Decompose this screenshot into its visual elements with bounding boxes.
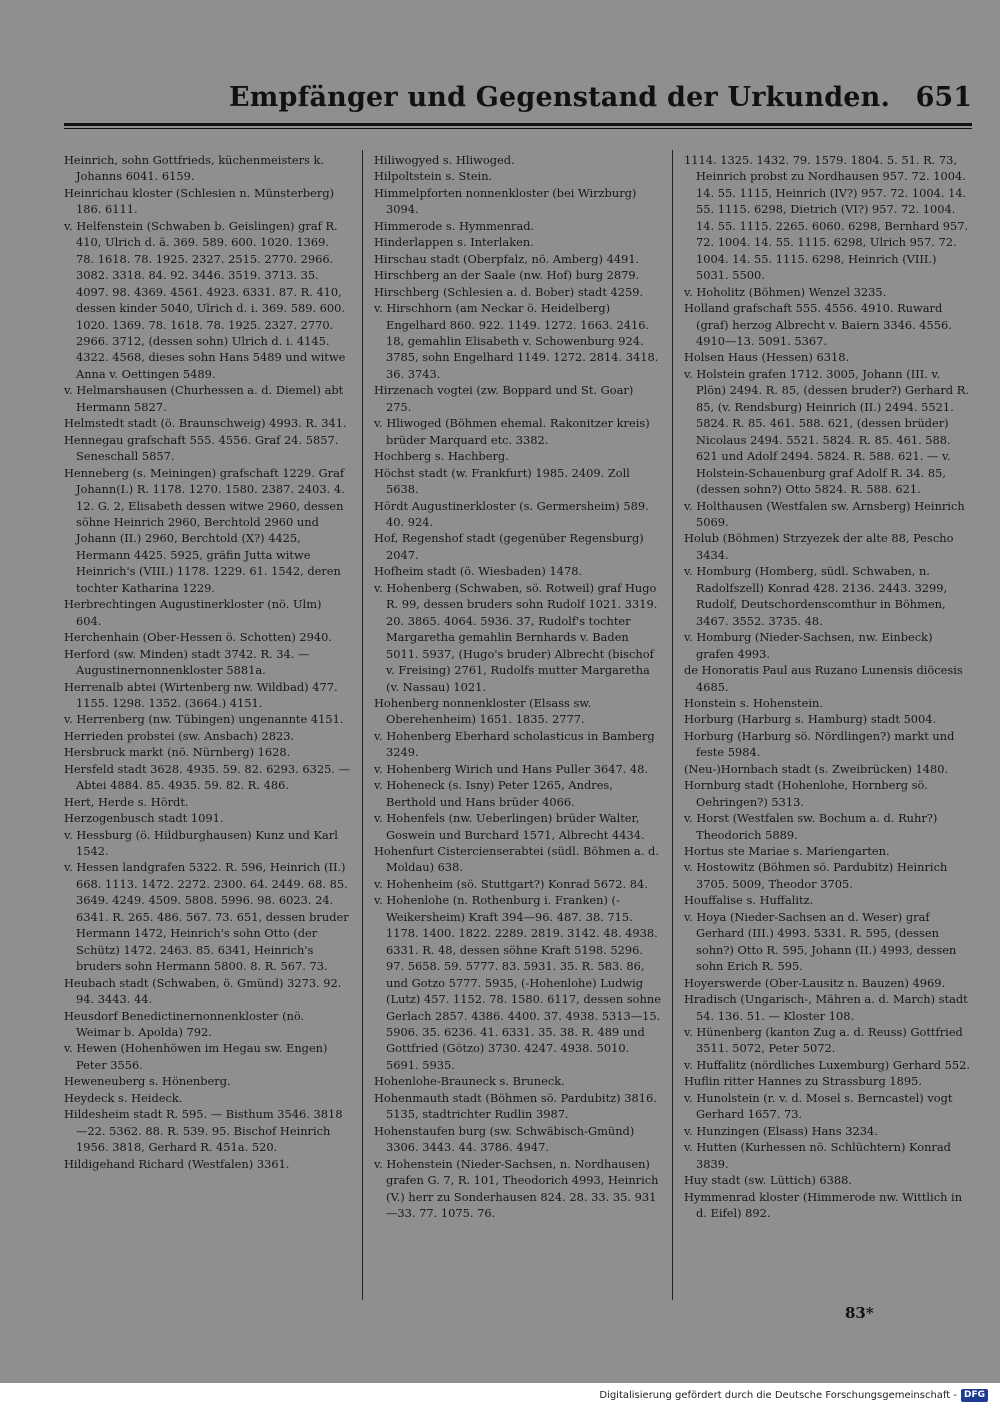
index-entry: Honstein s. Hohenstein. xyxy=(684,695,823,710)
index-entry: v. Hunolstein (r. v. d. Mosel s. Berncastel) vogt Gerhard 1657. 73. xyxy=(684,1090,953,1122)
index-entry: Heinrich, sohn Gottfrieds, küchenmeisters k. Johanns 6041. 6159. xyxy=(64,153,325,184)
index-entry: Hof, Regenshof stadt (gegenüber Regensburg) 2047. xyxy=(374,531,644,562)
signature-mark: 83* xyxy=(845,1304,874,1322)
index-entry: v. Hoya (Nieder-Sachsen an d. Weser) graf Gerhard (III.) 4993. 5331. R. 595, (dessen sohn?) Otto R. 595, Johann (II.) 4993, dessen sohn Erich R. 595. xyxy=(684,909,957,974)
footer-credit xyxy=(599,1389,988,1402)
header-rule-thin xyxy=(64,128,972,129)
index-entry: v. Hoheneck (s. Isny) Peter 1265, Andres, Berthold und Hans brüder 4066. xyxy=(374,778,613,809)
dfg-logo: DFG xyxy=(961,1389,988,1402)
index-entry: Hofheim stadt (ö. Wiesbaden) 1478. xyxy=(374,564,583,579)
index-entry: v. Hoholitz (Böhmen) Wenzel 3235. xyxy=(684,284,887,299)
index-entry: Hirschau stadt (Oberpfalz, nö. Amberg) 4491. xyxy=(374,251,640,266)
index-entry: Himmelpforten nonnenkloster (bei Wirzburg) 3094. xyxy=(374,185,637,217)
index-entry: v. Helfenstein (Schwaben b. Geislingen) graf R. 410, Ulrich d. ä. 369. 589. 600. 1020. 1369. 78. 1618. 78. 1925. 2327. 2515. 2770. 2966. 3082. 3318. 84. 92. 3446. 3519. 3713. 35. 4097. 98. 4369. 4561. 4923. 6331. 87. R. 410, dessen kinder 5040, Ulrich d. i. 369. 589. 600. 1020. 1369. 78. 1618. 78. 1925. 2327. 2770. 2966. 3712, (dessen sohn) Ulrich d. i. 4145. 4322. 4568, dieses sohn Hans 5489 und witwe Anna v. Oettingen 5489. xyxy=(64,218,346,381)
index-entry: v. Helmarshausen (Churhessen a. d. Diemel) abt Hermann 5827. xyxy=(64,383,344,414)
index-entry: Hohenlohe-Brauneck s. Bruneck. xyxy=(374,1074,565,1089)
column-divider xyxy=(362,150,363,1300)
footer-text: Digitalisierung gefördert durch die Deutsche Forschungsgemeinschaft - xyxy=(599,1390,957,1401)
index-entry: v. Huffalitz (nördliches Luxemburg) Gerhard 552. xyxy=(684,1057,970,1072)
index-entry: v. Hirschhorn (am Neckar ö. Heidelberg) Engelhard 860. 922. 1149. 1272. 1663. 2416. 18, gemahlin Elisabeth v. Schowenburg 924. 3785, sohn Engelhard 1149. 1272. 2814. 3418. 36. 3743. xyxy=(374,301,659,381)
index-entry: Herzogenbusch stadt 1091. xyxy=(64,811,224,826)
index-entry: v. Homburg (Homberg, südl. Schwaben, n. Radolfszell) Konrad 428. 2136. 2443. 3299, Rudolf, Deutschordenscomthur in Böhmen, 3467. 3552. 3735. 48. xyxy=(684,564,948,628)
index-entry: Hymmenrad kloster (Himmerode nw. Wittlich in d. Eifel) 892. xyxy=(684,1189,963,1220)
index-entry: Hersbruck markt (nö. Nürnberg) 1628. xyxy=(64,745,291,760)
index-entry: Holsen Haus (Hessen) 6318. xyxy=(684,350,850,365)
index-entry: Henneberg (s. Meiningen) grafschaft 1229. Graf Johann(I.) R. 1178. 1270. 1580. 2387. 2403. 4. 12. G. 2, Elisabeth dessen witwe 2960, dessen söhne Heinrich 2960, Berchtold 2960 und Johann (II.) 2960, Berchtold (X?) 4425, Hermann 4425. 5925, gräfin Jutta witwe Heinrich's (VIII.) 1178. 1229. 61. 1542, deren tochter Katharina 1229. xyxy=(64,465,345,595)
index-entry: Hochberg s. Hachberg. xyxy=(374,449,509,464)
index-entry: Holub (Böhmen) Strzyezek der alte 88, Pescho 3434. xyxy=(684,531,954,562)
index-entry: v. Hohenheim (sö. Stuttgart?) Konrad 5672. 84. xyxy=(374,876,648,891)
index-entry: Hoyerswerde (Ober-Lausitz n. Bauzen) 4969. xyxy=(684,975,946,990)
index-entry: v. Holthausen (Westfalen sw. Arnsberg) Heinrich 5069. xyxy=(684,498,965,529)
index-entry: Höchst stadt (w. Frankfurt) 1985. 2409. Zoll 5638. xyxy=(374,465,630,497)
index-column-3 xyxy=(684,152,972,1221)
index-entry: Herchenhain (Ober-Hessen ö. Schotten) 2940. xyxy=(64,630,332,645)
index-entry: Hohenmauth stadt (Böhmen sö. Pardubitz) 3816. 5135, stadtrichter Rudlin 3987. xyxy=(374,1090,657,1122)
page-title: Empfänger und Gegenstand der Urkunden. xyxy=(229,82,891,113)
index-entry: (Neu-)Hornbach stadt (s. Zweibrücken) 1480. xyxy=(684,761,949,776)
index-column-1 xyxy=(64,152,350,1172)
index-entry: Herbrechtingen Augustinerkloster (nö. Ulm) 604. xyxy=(64,597,322,628)
column-divider xyxy=(672,150,673,1300)
index-entry: Herrieden probstei (sw. Ansbach) 2823. xyxy=(64,728,295,743)
index-entry: v. Hewen (Hohenhöwen im Hegau sw. Engen) Peter 3556. xyxy=(64,1041,328,1072)
index-entry: Hohenstaufen burg (sw. Schwäbisch-Gmünd) 3306. 3443. 44. 3786. 4947. xyxy=(374,1123,635,1155)
index-entry: Hohenberg nonnenkloster (Elsass sw. Oberehenheim) 1651. 1835. 2777. xyxy=(374,695,592,727)
index-entry: Herford (sw. Minden) stadt 3742. R. 34. — Augustinernonnenkloster 5881a. xyxy=(64,646,310,678)
index-entry: Heubach stadt (Schwaben, ö. Gmünd) 3273. 92. 94. 3443. 44. xyxy=(64,975,342,1007)
index-entry: Huflin ritter Hannes zu Strassburg 1895. xyxy=(684,1074,922,1089)
index-entry: Hildigehand Richard (Westfalen) 3361. xyxy=(64,1156,290,1171)
index-entry: v. Horst (Westfalen sw. Bochum a. d. Ruhr?) Theodorich 5889. xyxy=(684,811,938,842)
index-entry: de Honoratis Paul aus Ruzano Lunensis diöcesis 4685. xyxy=(684,663,963,694)
index-entry: Hersfeld stadt 3628. 4935. 59. 82. 6293. 6325. — Abtei 4884. 85. 4935. 59. 82. R. 486. xyxy=(64,761,350,793)
index-entry: Hildesheim stadt R. 595. — Bisthum 3546. 3818—22. 5362. 88. R. 539. 95. Bischof Heinrich 1956. 3818, Gerhard R. 451a. 520. xyxy=(64,1107,343,1155)
index-entry: v. Hohenlohe (n. Rothenburg i. Franken) (-Weikersheim) Kraft 394—96. 487. 38. 715. 1178. 1400. 1822. 2289. 2819. 3142. 48. 4938. 6331. R. 48, dessen söhne Kraft 5198. 5296. 97. 5658. 59. 5777. 83. 5931. 35. R. 583. 86, und Gotzo 5777. 5935, (-Hohenlohe) Ludwig (Lutz) 457. 1152. 78. 1580. 6117, dessen sohne Gerlach 2857. 4386. 4400. 37. 4938. 5313—15. 5906. 35. 6236. 41. 6331. 35. 38. R. 489 und Gottfried (Götzo) 3730. 4247. 4938. 5010. 5691. 5935. xyxy=(374,893,661,1072)
page-header xyxy=(64,80,972,120)
index-entry: v. Hunzingen (Elsass) Hans 3234. xyxy=(684,1123,878,1138)
index-entry: v. Hutten (Kurhessen nö. Schlüchtern) Konrad 3839. xyxy=(684,1140,951,1171)
index-entry: v. Hliwoged (Böhmen ehemal. Rakonitzer kreis) brüder Marquard etc. 3382. xyxy=(374,416,650,447)
index-entry: Huy stadt (sw. Lüttich) 6388. xyxy=(684,1173,853,1188)
index-entry: Hördt Augustinerkloster (s. Germersheim) 589. 40. 924. xyxy=(374,498,649,529)
index-entry: Helmstedt stadt (ö. Braunschweig) 4993. R. 341. xyxy=(64,416,347,431)
index-entry: Herrenalb abtei (Wirtenberg nw. Wildbad) 477. 1155. 1298. 1352. (3664.) 4151. xyxy=(64,679,338,710)
index-entry: Heusdorf Benedictinernonnenkloster (nö. Weimar b. Apolda) 792. xyxy=(64,1008,305,1040)
index-entry: Hohenfurt Cistercienserabtei (südl. Böhmen a. d. Moldau) 638. xyxy=(374,844,659,875)
index-entry: Horburg (Harburg s. Hamburg) stadt 5004. xyxy=(684,712,937,727)
index-entry: Heinrichau kloster (Schlesien n. Münsterberg) 186. 6111. xyxy=(64,185,335,217)
index-entry: Hradisch (Ungarisch-, Mähren a. d. March) stadt 54. 136. 51. — Kloster 108. xyxy=(684,992,968,1023)
index-entry: Heweneuberg s. Hönenberg. xyxy=(64,1074,231,1089)
index-entry: Hert, Herde s. Hördt. xyxy=(64,794,189,809)
index-entry: Houffalise s. Huffalitz. xyxy=(684,893,814,908)
index-entry: v. Holstein grafen 1712. 3005, Johann (III. v. Plön) 2494. R. 85, (dessen bruder?) Gerhard R. 85, (v. Rendsburg) Heinrich (II.) 2494. 5521. 5824. R. 85. 461. 588. 621, (dessen brüder) Nicolaus 2494. 5521. 5824. R. 85. 461. 588. 621 und Adolf 2494. 5824. R. 588. 621. — v. Holstein-Schauenburg graf Adolf R. 34. 85, (dessen sohn?) Otto 5824. R. 588. 621. xyxy=(684,366,969,497)
index-entry: Hirschberg (Schlesien a. d. Bober) stadt 4259. xyxy=(374,284,644,299)
index-entry: Holland grafschaft 555. 4556. 4910. Ruward (graf) herzog Albrecht v. Baiern 3346. 4556. 4910—13. 5091. 5367. xyxy=(684,301,952,348)
index-entry: 1114. 1325. 1432. 79. 1579. 1804. 5. 51. R. 73, Heinrich probst zu Nordhausen 957. 72. 1004. 14. 55. 1115, Heinrich (IV?) 957. 72. 1004. 14. 55. 1115. 6298, Dietrich (VI?) 957. 72. 1004. 14. 55. 1115. 2265. 6060. 6298, Bernhard 957. 72. 1004. 14. 55. 1115. 6298, Ulrich 957. 72. 1004. 14. 55. 1115. 6298, Heinrich (VIII.) 5031. 5500. xyxy=(684,153,969,283)
index-entry: Hilpoltstein s. Stein. xyxy=(374,169,493,184)
index-entry: v. Hohenberg (Schwaben, sö. Rotweil) graf Hugo R. 99, dessen bruders sohn Rudolf 1021. 3319. 20. 3865. 4064. 5936. 37, Rudolf's tochter Margaretha gemahlin Bernhards v. Baden 5011. 5937, (Hugo's bruder) Albrecht (bischof v. Freising) 2761, Rudolfs mutter Margaretha (v. Nassau) 1021. xyxy=(374,580,658,694)
page-number: 651 xyxy=(915,82,972,113)
index-entry: Hinderlappen s. Interlaken. xyxy=(374,235,534,250)
index-entry: v. Homburg (Nieder-Sachsen, nw. Einbeck) grafen 4993. xyxy=(684,630,933,661)
index-entry: v. Hohenberg Wirich und Hans Puller 3647. 48. xyxy=(374,761,649,776)
header-rule-thick xyxy=(64,123,972,126)
index-entry: v. Herrenberg (nw. Tübingen) ungenannte 4151. xyxy=(64,712,344,727)
index-entry: v. Hessen landgrafen 5322. R. 596, Heinrich (II.) 668. 1113. 1472. 2272. 2300. 64. 2449. 68. 85. 3649. 4249. 4509. 5808. 5996. 98. 6023. 24. 6341. R. 265. 486. 567. 73. 651, dessen bruder Hermann 1472, Heinrich's sohn Otto (der Schütz) 1472. 2463. 85. 6341, Heinrich's bruders sohn Hermann 5800. 8. R. 567. 73. xyxy=(64,860,349,974)
index-entry: Hirschberg an der Saale (nw. Hof) burg 2879. xyxy=(374,268,640,283)
index-entry: v. Hünenberg (kanton Zug a. d. Reuss) Gottfried 3511. 5072, Peter 5072. xyxy=(684,1025,963,1056)
index-entry: Hortus ste Mariae s. Mariengarten. xyxy=(684,844,890,859)
index-column-2 xyxy=(374,152,662,1221)
index-entry: Heydeck s. Heideck. xyxy=(64,1090,183,1105)
index-entry: Hirzenach vogtei (zw. Boppard und St. Goar) 275. xyxy=(374,383,634,414)
index-entry: v. Hostowitz (Böhmen sö. Pardubitz) Heinrich 3705. 5009, Theodor 3705. xyxy=(684,860,948,891)
index-entry: Hennegau grafschaft 555. 4556. Graf 24. 5857. Seneschall 5857. xyxy=(64,432,339,464)
index-entry: v. Hohenfels (nw. Ueberlingen) brüder Walter, Goswein und Burchard 1571, Albrecht 4434. xyxy=(374,811,645,842)
index-entry: Himmerode s. Hymmenrad. xyxy=(374,218,535,233)
index-entry: Hiliwogyed s. Hliwoged. xyxy=(374,153,515,167)
index-entry: v. Hessburg (ö. Hildburghausen) Kunz und Karl 1542. xyxy=(64,827,338,859)
index-entry: v. Hohenberg Eberhard scholasticus in Bamberg 3249. xyxy=(374,728,655,760)
index-entry: Horburg (Harburg sö. Nördlingen?) markt und feste 5984. xyxy=(684,728,955,760)
index-entry: v. Hohenstein (Nieder-Sachsen, n. Nordhausen) grafen G. 7, R. 101, Theodorich 4993, Heinrich (V.) herr zu Sonderhausen 824. 28. 33. 35. 931—33. 77. 1075. 76. xyxy=(374,1156,659,1220)
index-entry: Hornburg stadt (Hohenlohe, Hornberg sö. Oehringen?) 5313. xyxy=(684,778,928,809)
